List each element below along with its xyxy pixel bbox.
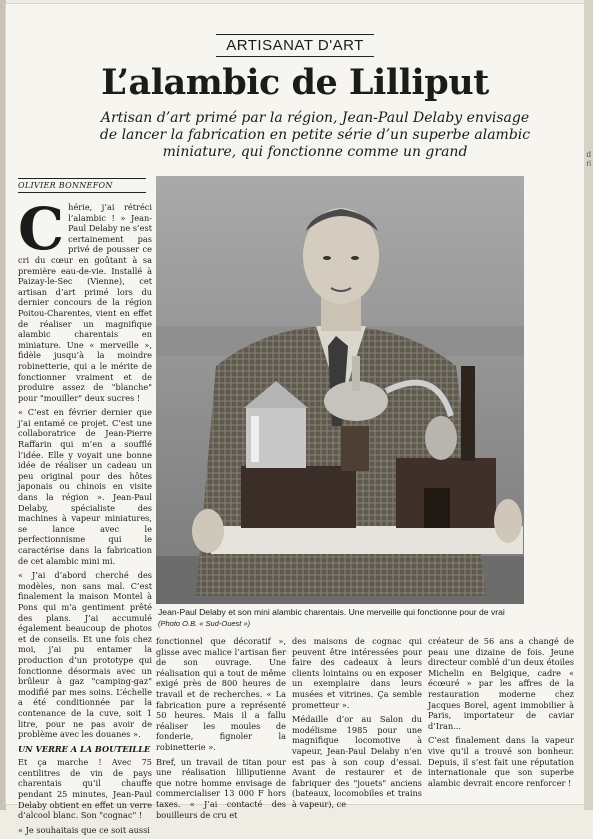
drop-cap: C: [18, 195, 65, 263]
paragraph: hérie, j’ai rétréci l’alambic ! » Jean-Paul Delaby ne s’est certainement pas privé de pousser ce cri du cœur en goûtant à sa première eau-de-vie. Installé à Paizay-le-Sec (Vienne), cet artisan d’art primé lors du dernier concours de la région Poitou-Charentes, vient en effet de réaliser un magnifique alambic charentais en miniature. Une « merveille », fidèle jusqu’à la moindre robinetterie, qui a le mérite de fonctionner vraiment et de produire assez de "blanche" pour "mouiller" deux sucres !: [18, 202, 152, 403]
photo-credit: (Photo O.B. « Sud-Ouest »): [158, 619, 251, 628]
byline: OLIVIER BONNEFON: [18, 178, 146, 193]
article-column-1: [18, 195, 152, 839]
paragraph: fonctionnel que décoratif », glisse avec malice l’artisan fier de son ouvrage. Une réalisation qui a tout de même exigé près de 800 heures de travail et de recherches. « La fabrication pure a représenté 50 heures. Mais il a fallu réaliser les moules de fonderie, fignoler la robinetterie ».: [156, 636, 286, 752]
section-kicker: ARTISANAT D'ART: [6, 34, 584, 57]
paragraph: des maisons de cognac qui peuvent être intéressées pour faire des cadeaux à leurs clients lointains ou en exposer un exemplaire dans leurs musées et vitrines. Ça semble prometteur ».: [292, 636, 422, 710]
adjacent-page-strip: [584, 0, 593, 810]
article-column-3: [292, 636, 422, 814]
headline: L’alambic de Lilliput: [101, 62, 489, 103]
paragraph: Médaille d’or au Salon du modélisme 1985 pour une magnifique locomotive à vapeur, Jean-Paul Delaby n’en est pas à son coup d’essai. Avant de restaurer et de fabriquer des "jouets" anciens (bateaux, locomobiles et trains à vapeur), ce: [292, 714, 422, 809]
photo-man-with-alembic: [156, 176, 524, 604]
lead-paragraph: Artisan d’art primé par la région, Jean-Paul Delaby envisage de lancer la fabrication en petite série d’un superbe alambic miniature, qui fonctionne comme un grand: [99, 110, 531, 160]
paragraph: « Je souhaitais que ce soit aussi: [18, 824, 150, 835]
paragraph: Et ça marche ! Avec 75 centilitres de vin de pays charentais qu’il chauffe pendant 25 minutes, Jean-Paul Delaby obtient en effet un verre d’alcool blanc. Son "cognac" !: [18, 757, 152, 821]
newspaper-page: [6, 4, 584, 835]
paragraph: Bref, un travail de titan pour une réalisation lilliputienne que notre homme envisage de commercialiser 13 000 F hors taxes. « J’ai contacté des bouilleurs de cru et: [156, 756, 286, 820]
subheading: UN VERRE A LA BOUTEILLE: [18, 743, 151, 754]
article-column-2: [156, 636, 286, 824]
paragraph: « J’ai d’abord cherché des modèles, non sans mal. C’est finalement la maison Montel à Pons qui m’a gentiment prêté des plans. J’ai accumulé également beaucoup de photos et de conseils. Et une fois chez moi, j’ai pu entamer la production d’un prototype qui fonctionne désormais avec un brûleur à gaz "camping-gaz" modifié par mes soins. L’échelle a été conditionnée par la contenance de la cuve, soit 1 litre, pour ne pas avoir de problème avec les douanes ».: [18, 570, 152, 740]
article-column-4: [428, 636, 574, 792]
photo-caption: Jean-Paul Delaby et son mini alambic charentais. Une merveille qui fonctionne pour de vrai (Photo O.B. « Sud-Ouest »): [158, 607, 505, 628]
paragraph: « C’est en février dernier que j’ai entamé ce projet. C’est une collaboratrice de Jean-Pierre Raffarin qui m’en a soufflé l’idée. Elle y voyait une bonne idée de réaliser un cadeau un peu original pour des hôtes japonais ou chinois en visite dans la région ». Jean-Paul Delaby, spécialiste des machines à vapeur miniatures, se lance avec le perfectionnisme qui le caractérise dans la fabrication de cet alambic mini mi.: [18, 407, 152, 566]
photo-illustration: [156, 176, 524, 604]
paragraph: créateur de 56 ans a changé de peau une dizaine de fois. Jeune directeur comblé d’un deux étoiles Michelin en Belgique, cadre « écœuré » par les affres de la restauration moderne chez Jacques Borel, agent immobilier à Paris, importateur de caviar d’Iran...: [428, 636, 574, 731]
adjacent-page-text: d ri: [586, 150, 591, 168]
paragraph: C’est finalement dans la vapeur vive qu’il a trouvé son bonheur. Depuis, il s’est fait une réputation internationale que son superbe alambic devrait encore renforcer !: [428, 735, 574, 788]
